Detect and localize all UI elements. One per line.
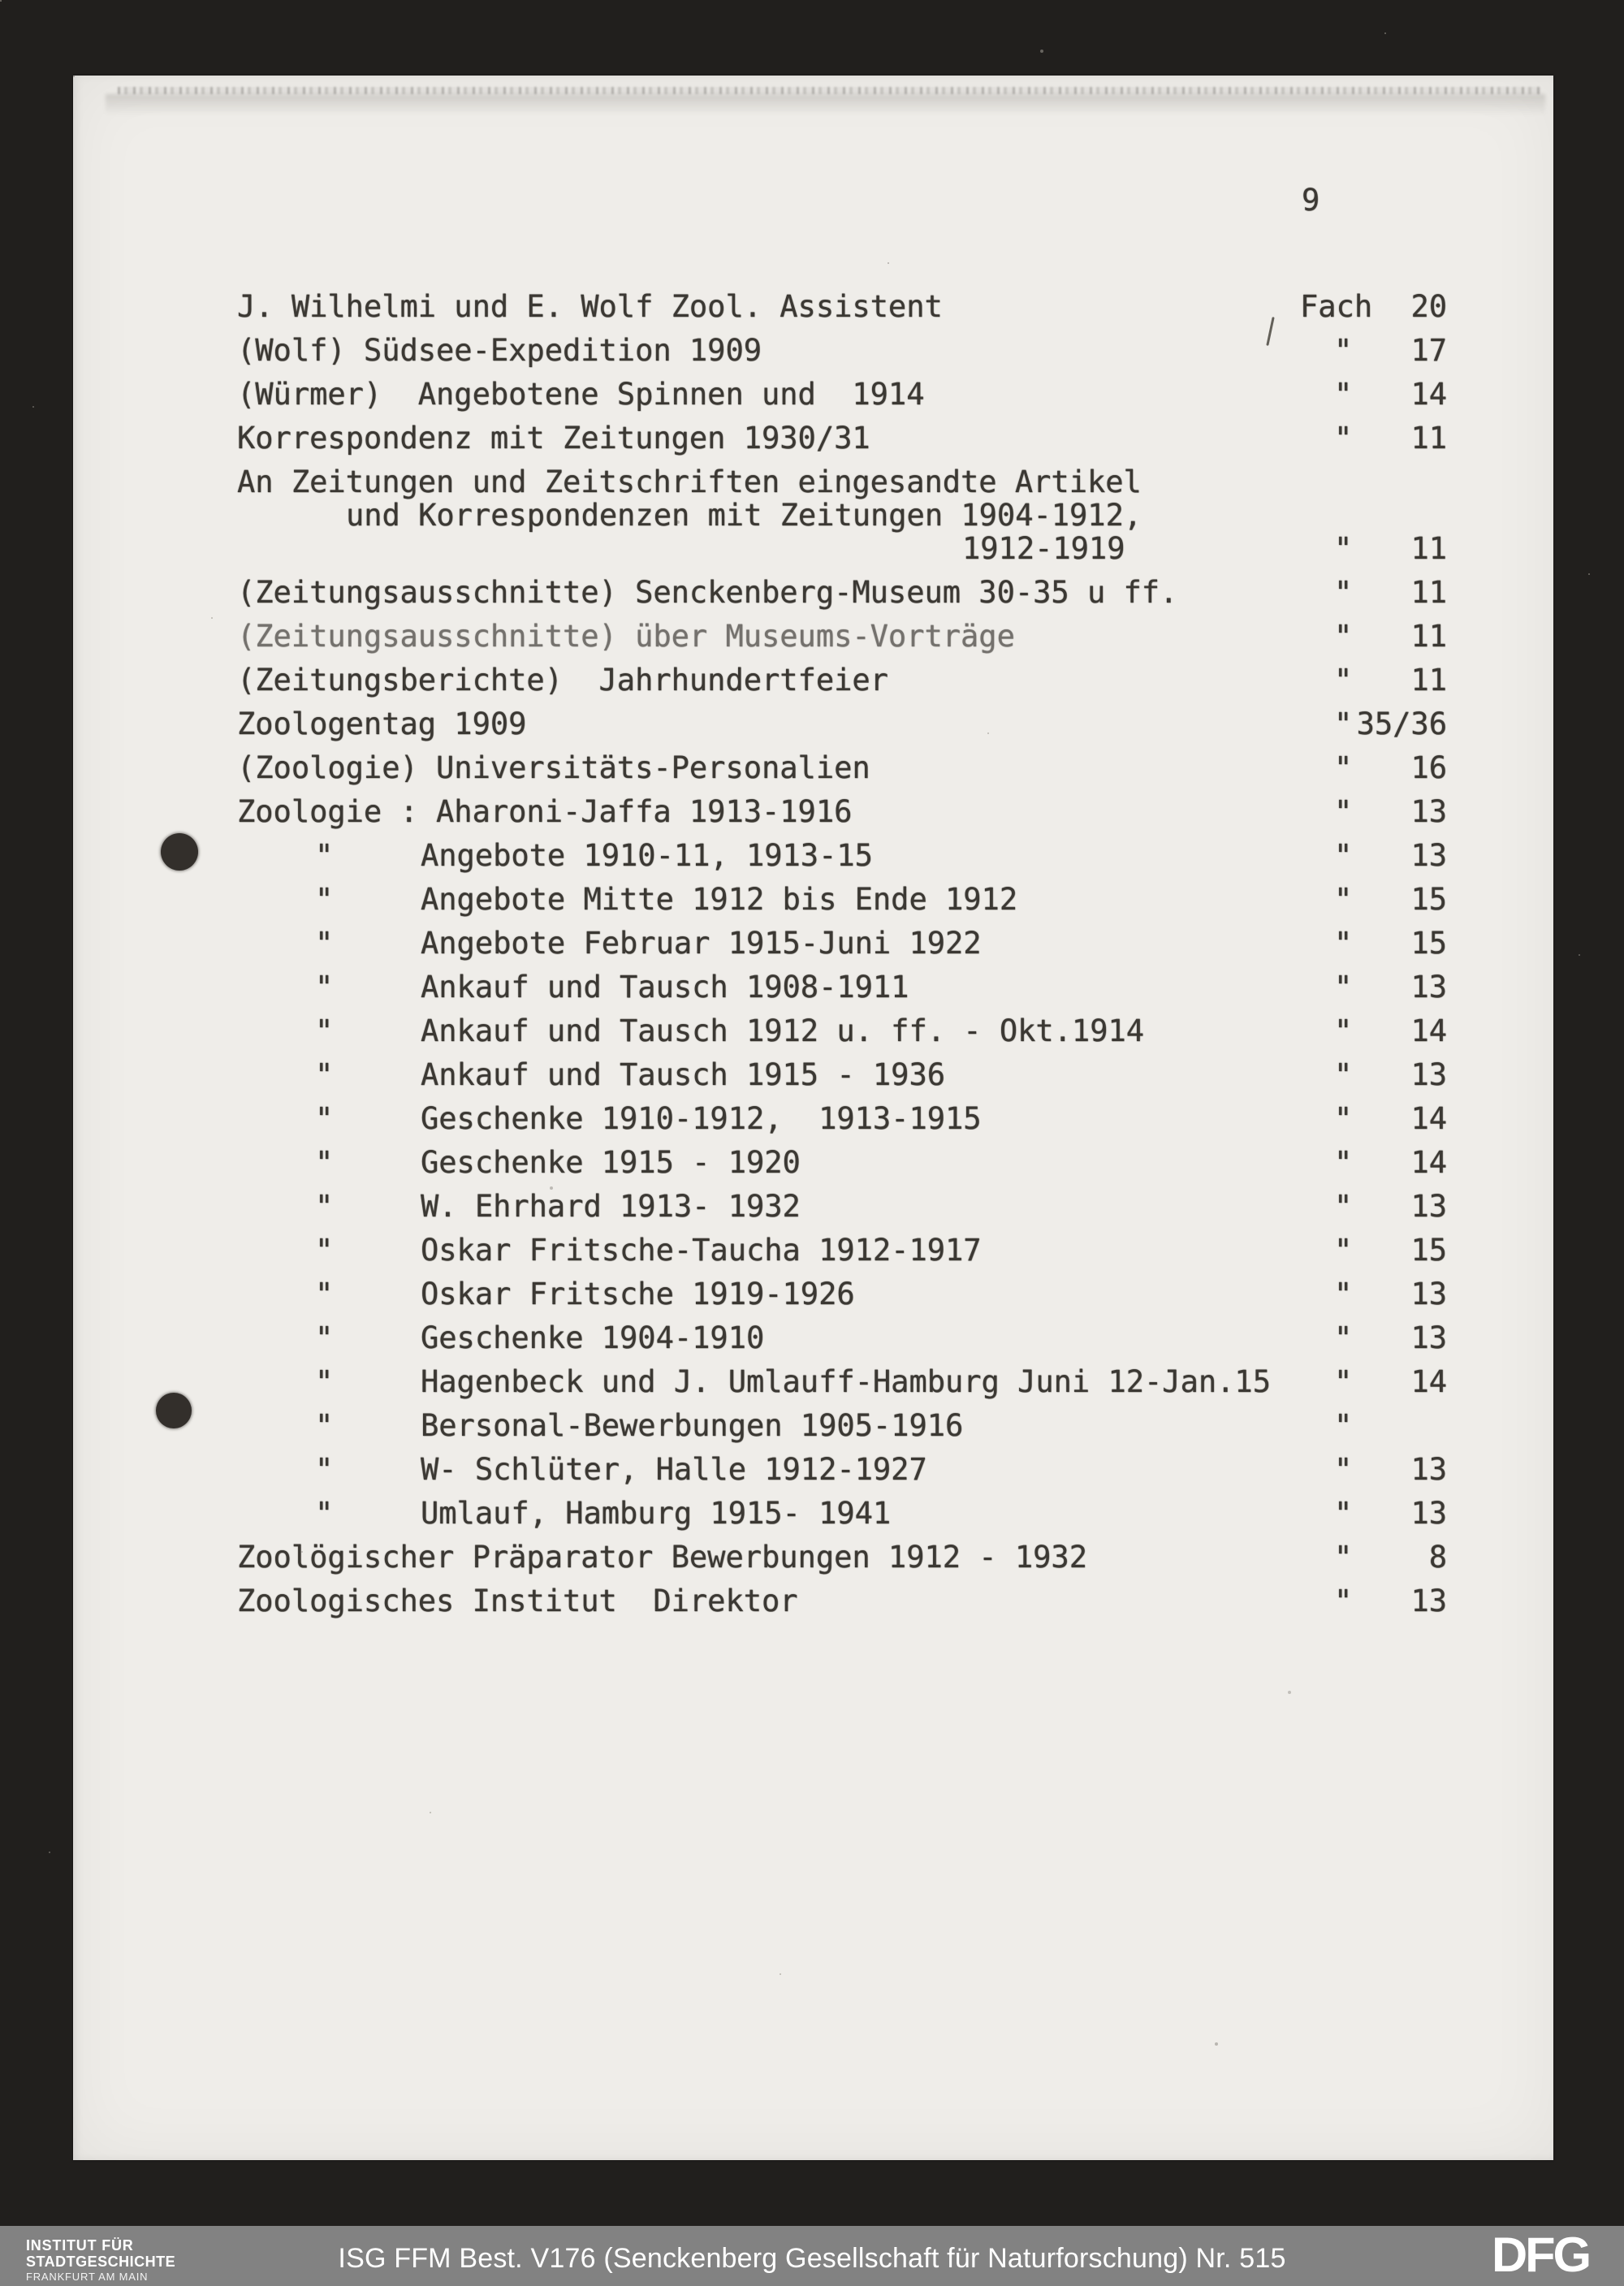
entry-text: (Zeitungsausschnitte) über Museums-Vorträge bbox=[237, 619, 1015, 654]
entry-ditto-mark: " bbox=[315, 1233, 334, 1268]
fach-ditto-mark: " bbox=[1334, 750, 1353, 785]
fach-number: 11 bbox=[1410, 575, 1447, 610]
fach-ditto-mark: " bbox=[1334, 970, 1353, 1005]
fach-ditto-mark: " bbox=[1334, 882, 1353, 917]
fach-number: 13 bbox=[1410, 1452, 1447, 1487]
fach-number: 14 bbox=[1410, 377, 1447, 412]
entry-text: Geschenke 1910-1912, 1913-1915 bbox=[421, 1101, 982, 1136]
fach-number: 11 bbox=[1410, 531, 1447, 566]
entry-ditto-mark: " bbox=[315, 1452, 334, 1487]
entry-text: Geschenke 1915 - 1920 bbox=[421, 1145, 801, 1180]
fach-ditto-mark: " bbox=[1334, 1101, 1353, 1136]
page-number: 9 bbox=[1302, 183, 1320, 218]
entry-text: (Würmer) Angebotene Spinnen und 1914 bbox=[237, 377, 925, 412]
fach-number: 15 bbox=[1410, 926, 1447, 961]
entry-text: Ankauf und Tausch 1908-1911 bbox=[421, 970, 909, 1005]
fach-number: 13 bbox=[1410, 1584, 1447, 1618]
fach-number: 13 bbox=[1410, 838, 1447, 873]
fach-number: 8 bbox=[1428, 1540, 1447, 1575]
fach-ditto-mark: " bbox=[1334, 1320, 1353, 1355]
fach-ditto-mark: " bbox=[1334, 1364, 1353, 1399]
fach-ditto-mark: " bbox=[1334, 377, 1353, 412]
entry-text: W- Schlüter, Halle 1912-1927 bbox=[421, 1452, 927, 1487]
fach-number: 13 bbox=[1410, 1277, 1447, 1312]
fach-ditto-mark: " bbox=[1334, 1013, 1353, 1048]
entry-text: An Zeitungen und Zeitschriften eingesandte Artikel bbox=[237, 465, 1142, 499]
entry-ditto-mark: " bbox=[315, 1277, 334, 1312]
entry-text: Zoolögischer Präparator Bewerbungen 1912 - 1932 bbox=[237, 1540, 1087, 1575]
entry-text: Oskar Fritsche 1919-1926 bbox=[421, 1277, 855, 1312]
entry-text: Zoologie : Aharoni-Jaffa 1913-1916 bbox=[237, 794, 853, 829]
entry-ditto-mark: " bbox=[315, 1364, 334, 1399]
scan-smudge-artifact bbox=[106, 94, 1545, 115]
entry-text: Oskar Fritsche-Taucha 1912-1917 bbox=[421, 1233, 982, 1268]
fach-number: 13 bbox=[1410, 1320, 1447, 1355]
entry-ditto-mark: " bbox=[315, 1013, 334, 1048]
entry-ditto-mark: " bbox=[315, 882, 334, 917]
entry-text: Zoologentag 1909 bbox=[237, 707, 527, 741]
entry-ditto-mark: " bbox=[315, 838, 334, 873]
dfg-logo: DFG bbox=[1492, 2228, 1590, 2282]
fach-number: 13 bbox=[1410, 1189, 1447, 1224]
fach-number: 15 bbox=[1410, 1233, 1447, 1268]
fach-number: 14 bbox=[1410, 1145, 1447, 1180]
fach-ditto-mark: " bbox=[1334, 1145, 1353, 1180]
scan-smudge-artifact bbox=[118, 87, 1541, 94]
fach-number: 15 bbox=[1410, 882, 1447, 917]
entry-text: 1912-1919 bbox=[962, 531, 1125, 566]
fach-ditto-mark: " bbox=[1334, 531, 1353, 566]
entry-text: (Wolf) Südsee-Expedition 1909 bbox=[237, 333, 762, 368]
pen-slash-mark bbox=[1266, 317, 1274, 346]
fach-ditto-mark: " bbox=[1334, 1189, 1353, 1224]
isg-logo-line1: INSTITUT FÜR bbox=[26, 2237, 134, 2254]
entry-ditto-mark: " bbox=[315, 970, 334, 1005]
entry-text: Zoologisches Institut Direktor bbox=[237, 1584, 798, 1618]
fach-number: 11 bbox=[1410, 421, 1447, 456]
archive-footer-bar bbox=[0, 2226, 1624, 2286]
fach-number: 35/36 bbox=[1356, 707, 1447, 741]
fach-number: 13 bbox=[1410, 794, 1447, 829]
fach-ditto-mark: " bbox=[1334, 421, 1353, 456]
entry-text: Umlauf, Hamburg 1915- 1941 bbox=[421, 1496, 892, 1531]
fach-ditto-mark: " bbox=[1334, 333, 1353, 368]
entry-text: Angebote Februar 1915-Juni 1922 bbox=[421, 926, 982, 961]
fach-number: 20 bbox=[1410, 289, 1447, 324]
fach-ditto-mark: " bbox=[1334, 619, 1353, 654]
fach-ditto-mark: " bbox=[1334, 663, 1353, 698]
fach-ditto-mark: " bbox=[1334, 926, 1353, 961]
hole-punch bbox=[156, 1393, 192, 1428]
fach-ditto-mark: " bbox=[1334, 707, 1353, 741]
fach-number: 16 bbox=[1410, 750, 1447, 785]
isg-logo-line2: STADTGESCHICHTE bbox=[26, 2254, 176, 2270]
paper-specks bbox=[73, 76, 75, 77]
entry-text: Ankauf und Tausch 1915 - 1936 bbox=[421, 1057, 946, 1092]
entry-ditto-mark: " bbox=[315, 1145, 334, 1180]
entry-ditto-mark: " bbox=[315, 1320, 334, 1355]
entry-text: W. Ehrhard 1913- 1932 bbox=[421, 1189, 801, 1224]
hole-punch bbox=[161, 833, 198, 871]
fach-ditto-mark: " bbox=[1334, 1496, 1353, 1531]
entry-ditto-mark: " bbox=[315, 1057, 334, 1092]
fach-ditto-mark: " bbox=[1334, 1540, 1353, 1575]
entry-text: (Zoologie) Universitäts-Personalien bbox=[237, 750, 870, 785]
entry-text: (Zeitungsausschnitte) Senckenberg-Museum 30-35 u ff. bbox=[237, 575, 1178, 610]
entry-text: und Korrespondenzen mit Zeitungen 1904-1912, bbox=[346, 498, 1142, 533]
isg-logo-line3: FRANKFURT AM MAIN bbox=[26, 2271, 149, 2283]
entry-text: Bersonal-Bewerbungen 1905-1916 bbox=[421, 1408, 964, 1443]
entry-text: (Zeitungsberichte) Jahrhundertfeier bbox=[237, 663, 888, 698]
fach-number: 11 bbox=[1410, 663, 1447, 698]
fach-ditto-mark: " bbox=[1334, 1233, 1353, 1268]
fach-number: 13 bbox=[1410, 1496, 1447, 1531]
fach-ditto-mark: " bbox=[1334, 575, 1353, 610]
fach-column-header: Fach bbox=[1300, 289, 1373, 324]
fach-ditto-mark: " bbox=[1334, 1452, 1353, 1487]
fach-number: 13 bbox=[1410, 970, 1447, 1005]
fach-number: 11 bbox=[1410, 619, 1447, 654]
entry-text: Geschenke 1904-1910 bbox=[421, 1320, 765, 1355]
fach-ditto-mark: " bbox=[1334, 838, 1353, 873]
entry-text: Ankauf und Tausch 1912 u. ff. - Okt.1914 bbox=[421, 1013, 1145, 1048]
entry-text: Hagenbeck und J. Umlauff-Hamburg Juni 12-Jan.15 bbox=[421, 1364, 1271, 1399]
fach-number: 14 bbox=[1410, 1364, 1447, 1399]
fach-number: 13 bbox=[1410, 1057, 1447, 1092]
entry-ditto-mark: " bbox=[315, 1189, 334, 1224]
fach-number: 14 bbox=[1410, 1101, 1447, 1136]
fach-ditto-mark: " bbox=[1334, 1408, 1353, 1443]
entry-text: J. Wilhelmi und E. Wolf Zool. Assistent bbox=[237, 289, 943, 324]
entry-ditto-mark: " bbox=[315, 1408, 334, 1443]
fach-ditto-mark: " bbox=[1334, 1584, 1353, 1618]
archive-reference-caption: ISG FFM Best. V176 (Senckenberg Gesellschaft für Naturforschung) Nr. 515 bbox=[338, 2243, 1286, 2274]
entry-ditto-mark: " bbox=[315, 1496, 334, 1531]
fach-number: 14 bbox=[1410, 1013, 1447, 1048]
entry-text: Korrespondenz mit Zeitungen 1930/31 bbox=[237, 421, 870, 456]
fach-ditto-mark: " bbox=[1334, 1277, 1353, 1312]
entry-text: Angebote Mitte 1912 bis Ende 1912 bbox=[421, 882, 1018, 917]
entry-text: Angebote 1910-11, 1913-15 bbox=[421, 838, 873, 873]
fach-number: 17 bbox=[1410, 333, 1447, 368]
document-page bbox=[73, 76, 1553, 2160]
entry-ditto-mark: " bbox=[315, 926, 334, 961]
fach-ditto-mark: " bbox=[1334, 1057, 1353, 1092]
dust-specks-background bbox=[0, 0, 2, 2]
entry-ditto-mark: " bbox=[315, 1101, 334, 1136]
fach-ditto-mark: " bbox=[1334, 794, 1353, 829]
